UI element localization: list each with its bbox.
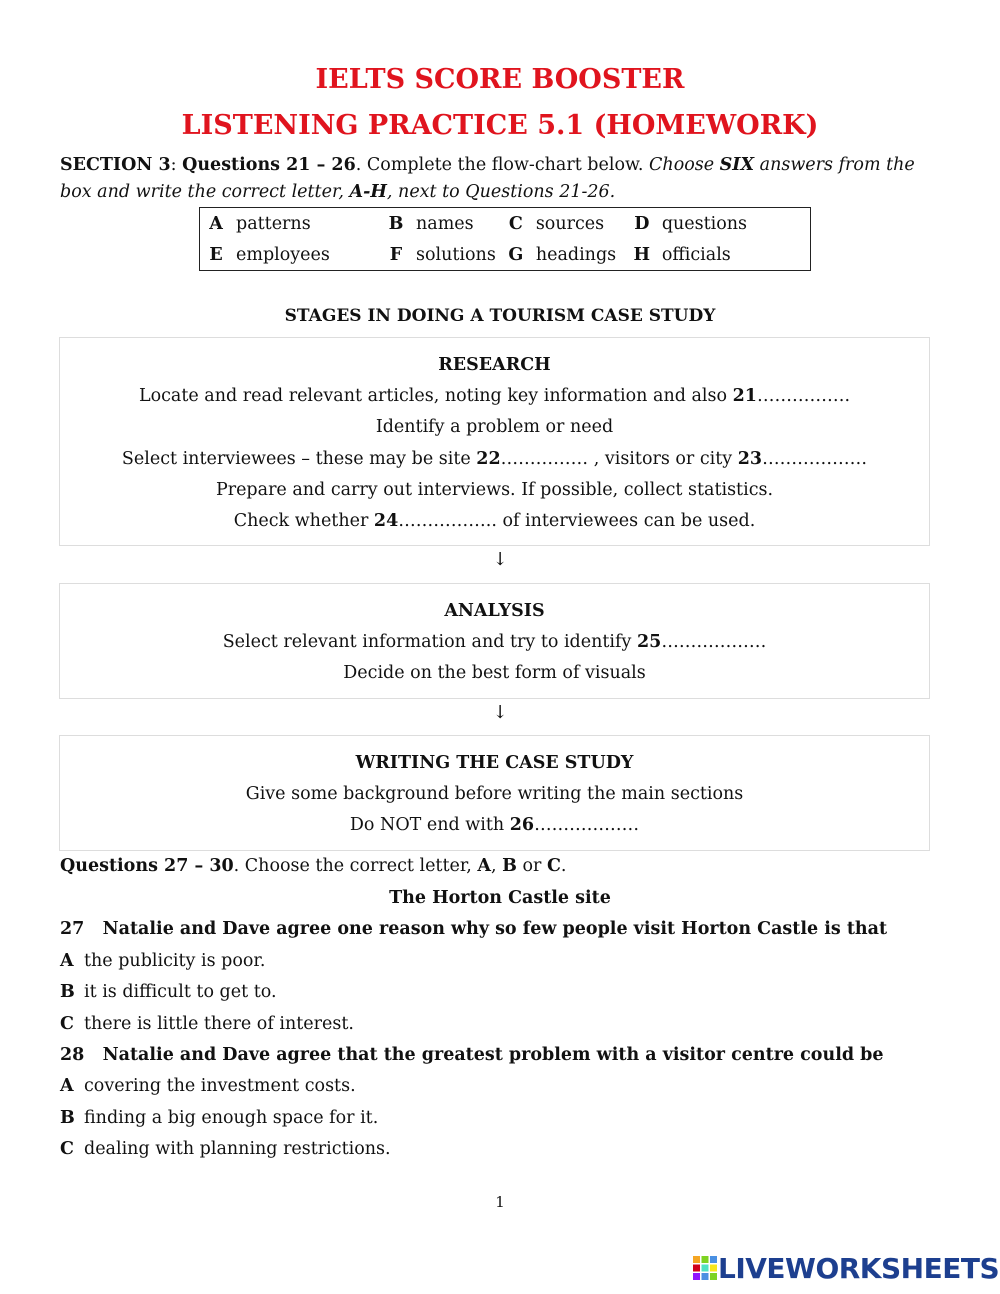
option-28-a[interactable]: A covering the investment costs. xyxy=(60,1076,356,1096)
question-number-26: 26 xyxy=(509,815,535,836)
option-letter: D xyxy=(634,213,650,234)
options-row-2 xyxy=(200,239,811,271)
intro-italic-bold-2: A-H xyxy=(349,182,387,202)
option-27-a[interactable]: A the publicity is poor. xyxy=(60,951,266,971)
section-label: SECTION 3 xyxy=(60,155,171,175)
option-word: sources xyxy=(535,213,605,234)
option-letter: H xyxy=(633,244,651,265)
option-word: names xyxy=(416,213,474,234)
question-number: 27 xyxy=(60,919,85,939)
option-letter: E xyxy=(209,244,223,265)
question-number-24: 24 xyxy=(373,511,399,532)
writing-line-2: Do NOT end with 26……………… xyxy=(349,815,640,836)
writing-line-1: Give some background before writing the main sections xyxy=(245,784,744,804)
option-word: headings xyxy=(535,244,617,265)
question-number: 28 xyxy=(60,1045,85,1065)
option-letter: G xyxy=(508,244,524,265)
document-subtitle: LISTENING PRACTICE 5.1 (HOMEWORK) xyxy=(181,110,819,141)
answer-blank-23[interactable]: ……………… xyxy=(762,448,868,469)
answer-blank-25[interactable]: ……………… xyxy=(661,632,767,652)
answer-blank-26[interactable]: ……………… xyxy=(534,815,640,836)
answer-blank-21[interactable]: ……………. xyxy=(756,386,851,406)
option-letter: F xyxy=(389,244,403,265)
question-27 xyxy=(60,919,887,939)
question-number-23: 23 xyxy=(737,448,763,469)
intro-italic-bold-1: SIX xyxy=(719,155,755,175)
page-number: 1 xyxy=(495,1193,505,1211)
part2-instructions: Questions 27 – 30. Choose the correct letter, A, B or C. xyxy=(60,856,567,876)
flowchart-title: STAGES IN DOING A TOURISM CASE STUDY xyxy=(284,306,716,326)
section-instructions xyxy=(60,152,940,206)
question-number-25: 25 xyxy=(636,632,662,652)
document-title: IELTS SCORE BOOSTER xyxy=(315,64,685,95)
intro-italic-1: Choose xyxy=(649,155,720,175)
option-word: solutions xyxy=(416,244,496,265)
research-line-5: Check whether 24…………….. of interviewees can be used. xyxy=(233,511,756,532)
question-number-22: 22 xyxy=(476,448,501,469)
question-28 xyxy=(60,1045,884,1065)
option-word: patterns xyxy=(236,213,311,234)
analysis-line-1: Select relevant information and try to identify 25……………… xyxy=(222,632,767,652)
question-text: Natalie and Dave agree that the greatest problem with a visitor centre could be xyxy=(102,1045,884,1065)
option-letter: C xyxy=(508,213,523,234)
research-line-2: Identify a problem or need xyxy=(375,417,614,438)
answer-blank-22[interactable]: …………… , visitors or city xyxy=(500,448,738,469)
option-word: officials xyxy=(661,244,731,265)
answer-blank-24[interactable]: …………….. of interviewees can be used. xyxy=(398,511,756,532)
research-heading: RESEARCH xyxy=(438,355,551,375)
analysis-stage-box xyxy=(59,583,930,699)
research-line-1: Locate and read relevant articles, noting key information and also 21……………. xyxy=(138,386,851,406)
question-number-21: 21 xyxy=(732,386,757,406)
liveworksheets-logo[interactable] xyxy=(692,1253,999,1283)
option-word: questions xyxy=(661,213,748,234)
option-28-c[interactable]: C dealing with planning restrictions. xyxy=(60,1139,391,1159)
option-letter: B xyxy=(388,213,404,234)
writing-heading: WRITING THE CASE STUDY xyxy=(355,753,634,773)
question-text: Natalie and Dave agree one reason why so few people visit Horton Castle is that xyxy=(102,919,888,939)
option-28-b[interactable]: B finding a big enough space for it. xyxy=(60,1108,379,1128)
option-27-c[interactable]: C there is little there of interest. xyxy=(60,1014,354,1034)
analysis-heading: ANALYSIS xyxy=(444,601,545,621)
research-line-4: Prepare and carry out interviews. If possible, collect statistics. xyxy=(215,479,774,500)
analysis-line-2: Decide on the best form of visuals xyxy=(343,663,646,684)
intro-text: . Complete the flow-chart below. xyxy=(355,155,650,175)
writing-stage-box xyxy=(59,735,930,851)
logo-text: LIVEWORKSHEETS xyxy=(718,1251,1000,1285)
research-stage-box xyxy=(59,337,930,546)
questions-range: Questions 21 – 26 xyxy=(182,155,356,175)
options-row-1 xyxy=(200,208,811,240)
research-line-3: Select interviewees – these may be site 22…………… , visitors or city 23……………… xyxy=(121,448,868,469)
option-letter: A xyxy=(209,213,223,234)
intro-italic-2: answers from the box and write the correct letter, xyxy=(60,155,915,202)
option-27-b[interactable]: B it is difficult to get to. xyxy=(60,982,277,1002)
down-arrow-icon: ↓ xyxy=(492,702,508,723)
down-arrow-icon: ↓ xyxy=(492,549,508,570)
answer-options-box xyxy=(199,207,811,271)
intro-italic-3: , next to Questions 21-26. xyxy=(386,182,616,202)
part2-heading: The Horton Castle site xyxy=(389,888,611,908)
option-word: employees xyxy=(236,244,330,265)
logo-grid-icon xyxy=(692,1255,718,1281)
intro-colon: : xyxy=(170,155,183,175)
